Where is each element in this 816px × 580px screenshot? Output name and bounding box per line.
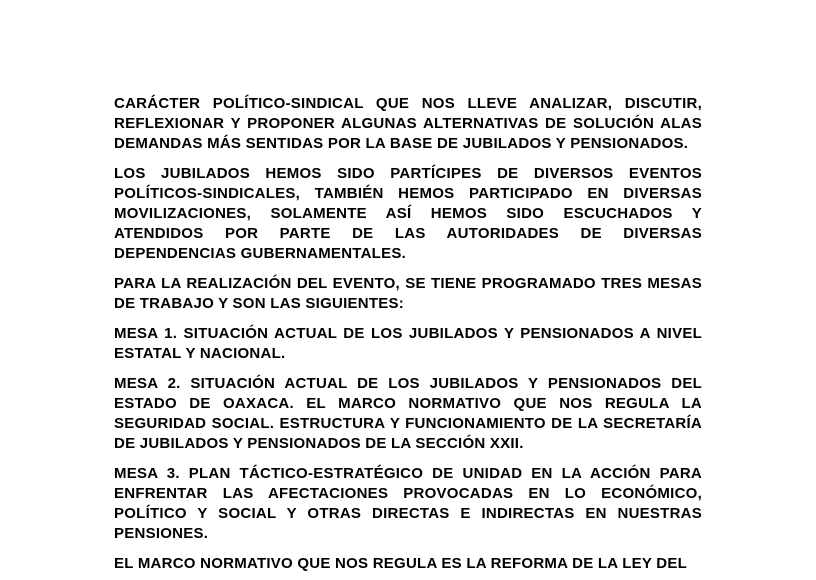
paragraph-mesa-2: MESA 2. SITUACIÓN ACTUAL DE LOS JUBILADOS Y PENSIONADOS DEL ESTADO DE OAXACA. EL MARCO NORMATIVO QUE NOS REGULA LA SEGURIDAD SOCIAL. ESTRUCTURA Y FUNCIONAMIENTO DE LA SECRETARÍA DE JUBILADOS Y PENSIONADOS DE LA SECCIÓN XXII.: [114, 375, 702, 452]
paragraph-intro: CARÁCTER POLÍTICO-SINDICAL QUE NOS LLEVE ANALIZAR, DISCUTIR, REFLEXIONAR Y PROPONER ALGUNAS ALTERNATIVAS DE SOLUCIÓN ALAS DEMANDAS MÁS SENTIDAS POR LA BASE DE JUBILADOS Y PENSIONADOS.: [114, 95, 702, 152]
paragraph-marco-normativo: EL MARCO NORMATIVO QUE NOS REGULA ES LA REFORMA DE LA LEY DEL: [114, 555, 688, 572]
paragraph-mesa-1: MESA 1. SITUACIÓN ACTUAL DE LOS JUBILADOS Y PENSIONADOS A NIVEL ESTATAL Y NACIONAL.: [114, 325, 702, 362]
paragraph-mesa-3: MESA 3. PLAN TÁCTICO-ESTRATÉGICO DE UNIDAD EN LA ACCIÓN PARA ENFRENTAR LAS AFECTACIONES PROVOCADAS EN LO ECONÓMICO, POLÍTICO Y SOCIAL Y OTRAS DIRECTAS E INDIRECTAS EN NUESTRAS PENSIONES.: [114, 465, 702, 542]
document-body: [114, 94, 702, 580]
paragraph-mesas-intro: PARA LA REALIZACIÓN DEL EVENTO, SE TIENE PROGRAMADO TRES MESAS DE TRABAJO Y SON LAS SIGUIENTES:: [114, 275, 702, 312]
paragraph-jubilados: LOS JUBILADOS HEMOS SIDO PARTÍCIPES DE DIVERSOS EVENTOS POLÍTICOS-SINDICALES, TAMBIÉN HEMOS PARTICIPADO EN DIVERSAS MOVILIZACIONES, SOLAMENTE ASÍ HEMOS SIDO ESCUCHADOS Y ATENDIDOS POR PARTE DE LAS AUTORIDADES DE DIVERSAS DEPENDENCIAS GUBERNAMENTALES.: [114, 165, 702, 262]
